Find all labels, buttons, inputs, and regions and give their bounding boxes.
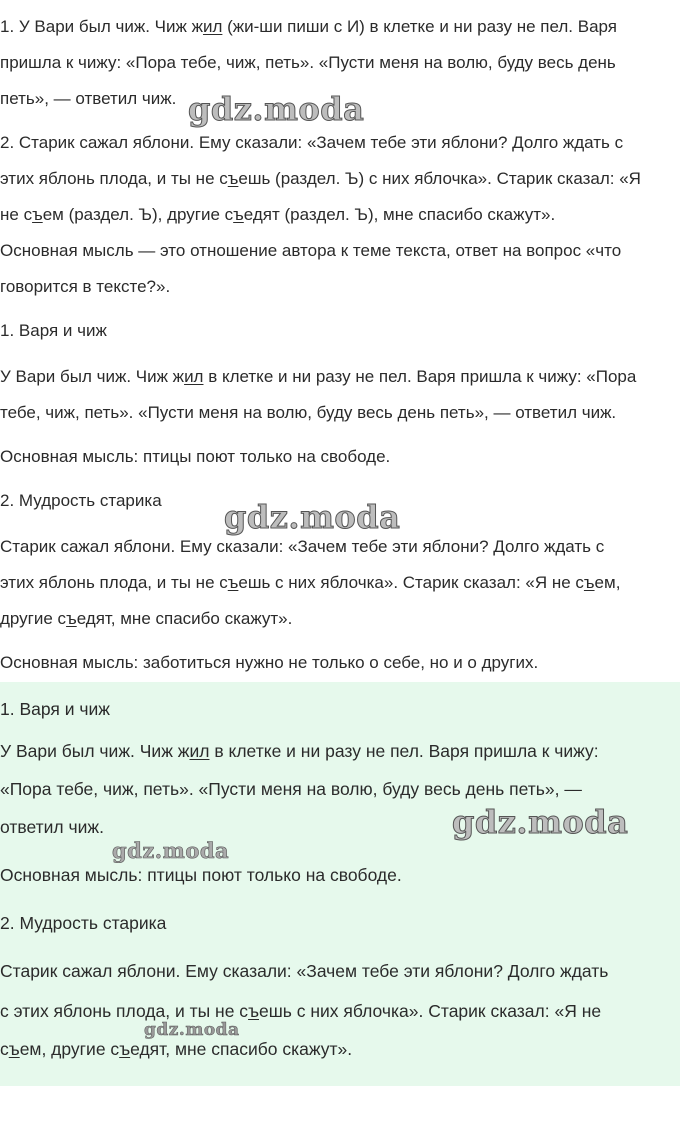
underlined-letter: ъ xyxy=(248,1001,259,1021)
text-line xyxy=(0,864,402,886)
text-segment: (жи-ши пиши с И) в клетке и ни разу не пел. Варя xyxy=(222,17,617,36)
underlined-letter: ил xyxy=(184,367,204,386)
text-line xyxy=(0,778,582,800)
text-line xyxy=(0,1038,352,1060)
watermark: gdz.moda xyxy=(224,498,401,536)
text-segment: Старик сажал яблони. Ему сказали: «Зачем тебе эти яблони? Долго ждать с xyxy=(0,537,605,556)
text-line xyxy=(0,816,104,838)
highlighted-answer-block xyxy=(0,682,680,1086)
text-line xyxy=(0,912,166,934)
text-segment: петь», — ответил чиж. xyxy=(0,89,177,108)
watermark: gdz.moda xyxy=(112,838,230,863)
text-line xyxy=(0,52,616,74)
text-segment: в клетке и ни разу не пел. Варя пришла к чижу: «Пора xyxy=(203,367,637,386)
text-segment: ем (раздел. Ъ), другие с xyxy=(42,205,234,224)
text-line xyxy=(0,536,604,558)
text-line xyxy=(0,1000,601,1022)
text-segment: У Вари был чиж. Чиж ж xyxy=(0,741,190,761)
text-segment: 1. У Вари был чиж. Чиж ж xyxy=(0,17,203,36)
text-segment: с этих яблонь плода, и ты не с xyxy=(0,1001,249,1021)
text-segment: говорится в тексте?». xyxy=(0,277,171,296)
text-line xyxy=(0,204,555,226)
text-segment: едят, мне спасибо скажут». xyxy=(130,1039,353,1059)
text-segment: Основная мысль: птицы поют только на свободе. xyxy=(0,865,402,885)
text-line xyxy=(0,276,170,298)
text-line xyxy=(0,490,162,512)
text-segment: другие с xyxy=(0,609,67,628)
text-segment: пришла к чижу: «Пора тебе, чиж, петь». «Пусти меня на волю, буду весь день xyxy=(0,53,616,72)
watermark: gdz.moda xyxy=(452,803,629,841)
text-segment: ем, другие с xyxy=(19,1039,120,1059)
text-segment: 2. Мудрость старика xyxy=(0,913,167,933)
text-line xyxy=(0,698,110,720)
underlined-letter: ъ xyxy=(66,609,77,628)
text-segment: Основная мысль — это отношение автора к теме текста, ответ на вопрос «что xyxy=(0,241,622,260)
underlined-letter: ъ xyxy=(233,205,244,224)
text-segment: 2. Мудрость старика xyxy=(0,491,162,510)
text-segment: этих яблонь плода, и ты не с xyxy=(0,169,228,188)
text-line xyxy=(0,16,617,38)
text-segment: тебе, чиж, петь». «Пусти меня на волю, буду весь день петь», — ответил чиж. xyxy=(0,403,617,422)
text-segment: с xyxy=(0,1039,9,1059)
text-line xyxy=(0,608,292,630)
underlined-letter: ил xyxy=(202,17,223,36)
text-segment: ешь (раздел. Ъ) с них яблочка». Старик сказал: «Я xyxy=(238,169,641,188)
text-segment: 1. Варя и чиж xyxy=(0,699,110,719)
text-segment: 2. Старик сажал яблони. Ему сказали: «Зачем тебе эти яблони? Долго ждать с xyxy=(0,133,624,152)
text-segment: ем, xyxy=(594,573,621,592)
text-segment: ответил чиж. xyxy=(0,817,104,837)
watermark: gdz.moda xyxy=(188,90,365,128)
text-segment: 1. Варя и чиж xyxy=(0,321,107,340)
underlined-letter: ъ xyxy=(227,169,239,188)
text-segment: едят (раздел. Ъ), мне спасибо скажут». xyxy=(243,205,556,224)
text-line xyxy=(0,960,608,982)
text-line xyxy=(0,88,176,110)
text-segment: не с xyxy=(0,205,33,224)
text-line xyxy=(0,446,390,468)
text-segment: Основная мысль: заботиться нужно не только о себе, но и о других. xyxy=(0,653,539,672)
text-segment: едят, мне спасибо скажут». xyxy=(76,609,293,628)
underlined-letter: ъ xyxy=(32,205,43,224)
text-segment: У Вари был чиж. Чиж ж xyxy=(0,367,185,386)
watermark: gdz.moda xyxy=(144,1020,240,1040)
text-line xyxy=(0,132,623,154)
underlined-letter: ил xyxy=(189,741,210,761)
text-line xyxy=(0,240,621,262)
text-segment: в клетке и ни разу не пел. Варя пришла к чижу: xyxy=(209,741,599,761)
underlined-letter: ъ xyxy=(583,573,595,592)
text-line xyxy=(0,402,616,424)
text-line xyxy=(0,572,620,594)
text-segment: Старик сажал яблони. Ему сказали: «Зачем тебе эти яблони? Долго ждать xyxy=(0,961,609,981)
text-line xyxy=(0,740,599,762)
underlined-letter: ъ xyxy=(8,1039,20,1059)
text-segment: ешь с них яблочка». Старик сказал: «Я не с xyxy=(238,573,584,592)
text-segment: ешь с них яблочка». Старик сказал: «Я не xyxy=(259,1001,602,1021)
text-line xyxy=(0,168,641,190)
text-line xyxy=(0,652,538,674)
text-segment: «Пора тебе, чиж, петь». «Пусти меня на волю, буду весь день петь», — xyxy=(0,779,582,799)
text-line xyxy=(0,366,636,388)
underlined-letter: ъ xyxy=(119,1039,131,1059)
text-segment: этих яблонь плода, и ты не с xyxy=(0,573,228,592)
text-line xyxy=(0,320,107,342)
text-segment: Основная мысль: птицы поют только на свободе. xyxy=(0,447,391,466)
underlined-letter: ъ xyxy=(227,573,239,592)
